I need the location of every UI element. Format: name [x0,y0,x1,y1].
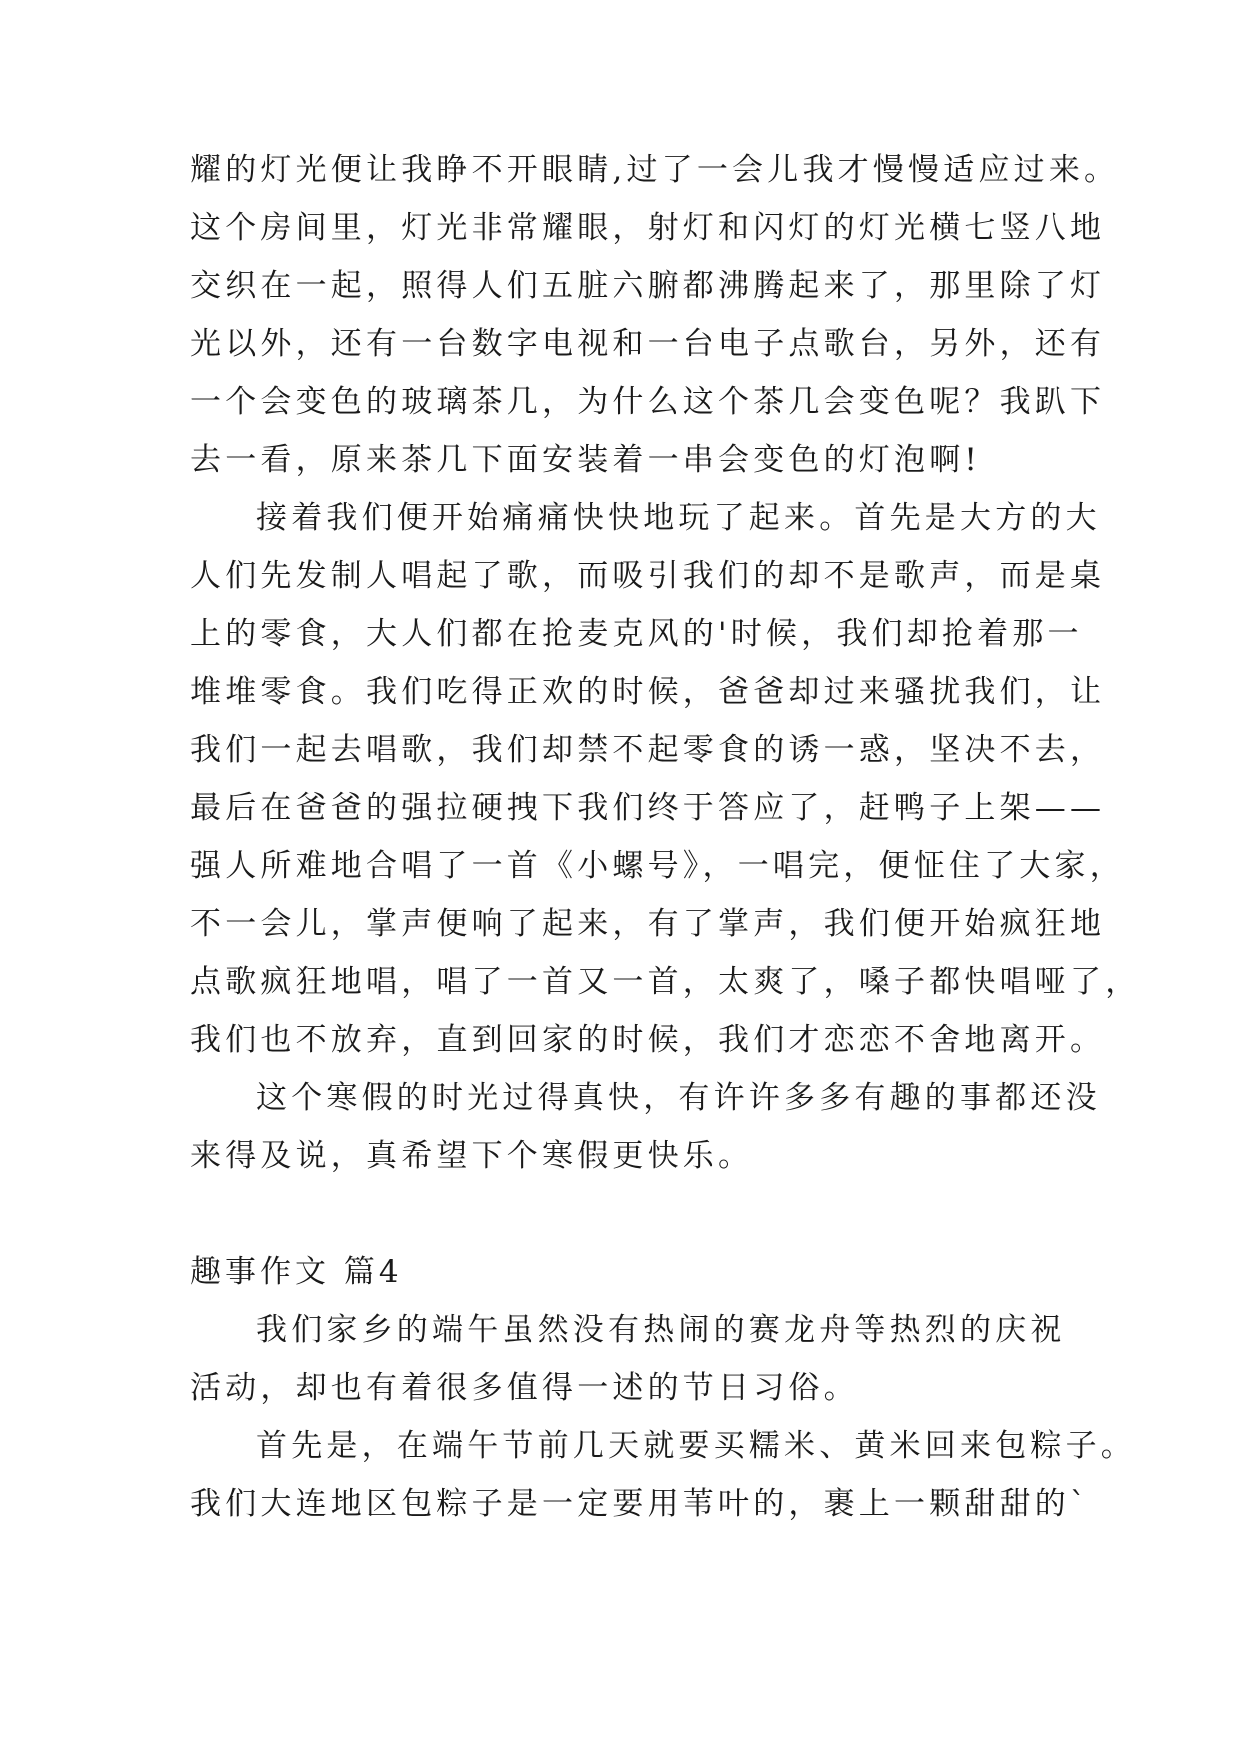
paragraph-line: 上的零食，大人们都在抢麦克风的'时候，我们却抢着那一 [190,616,1083,652]
paragraph-line: 点歌疯狂地唱，唱了一首又一首，太爽了，嗓子都快唱哑了， [190,964,1141,1000]
paragraph-line: 交织在一起，照得人们五脏六腑都沸腾起来了，那里除了灯 [190,268,1106,304]
paragraph-line: 我们家乡的端午虽然没有热闹的赛龙舟等热烈的庆祝 [256,1312,1066,1348]
paragraph-line: 我们一起去唱歌，我们却禁不起零食的诱一惑，坚决不去， [190,732,1106,768]
paragraph-line: 一个会变色的玻璃茶几，为什么这个茶几会变色呢？我趴下 [190,384,1106,420]
paragraph-line: 堆堆零食。我们吃得正欢的时候，爸爸却过来骚扰我们，让 [190,674,1106,710]
paragraph-line: 耀的灯光便让我睁不开眼睛,过了一会儿我才慢慢适应过来。 [190,152,1120,188]
paragraph-line: 接着我们便开始痛痛快快地玩了起来。首先是大方的大 [256,500,1101,536]
paragraph-line: 来得及说，真希望下个寒假更快乐。 [190,1138,754,1174]
paragraph-line: 这个房间里，灯光非常耀眼，射灯和闪灯的灯光横七竖八地 [190,210,1106,246]
paragraph-line: 首先是，在端午节前几天就要买糯米、黄米回来包粽子。 [256,1428,1136,1464]
paragraph-line: 强人所难地合唱了一首《小螺号》，一唱完，便怔住了大家， [190,848,1125,884]
paragraph-line: 我们也不放弃，直到回家的时候，我们才恋恋不舍地离开。 [190,1022,1106,1058]
paragraph-line: 去一看，原来茶几下面安装着一串会变色的灯泡啊! [190,442,982,478]
paragraph-line: 这个寒假的时光过得真快，有许许多多有趣的事都还没 [256,1080,1101,1116]
section-heading: 趣事作文 篇4 [190,1254,403,1290]
paragraph-line: 活动，却也有着很多值得一述的节日习俗。 [190,1370,859,1406]
paragraph-line: 不一会儿，掌声便响了起来，有了掌声，我们便开始疯狂地 [190,906,1106,942]
paragraph-line: 我们大连地区包粽子是一定要用苇叶的，裹上一颗甜甜的` [190,1486,1090,1522]
paragraph-line: 最后在爸爸的强拉硬拽下我们终于答应了，赶鸭子上架—— [190,790,1106,826]
paragraph-line: 人们先发制人唱起了歌，而吸引我们的却不是歌声，而是桌 [190,558,1106,594]
paragraph-line: 光以外，还有一台数字电视和一台电子点歌台，另外，还有 [190,326,1106,362]
